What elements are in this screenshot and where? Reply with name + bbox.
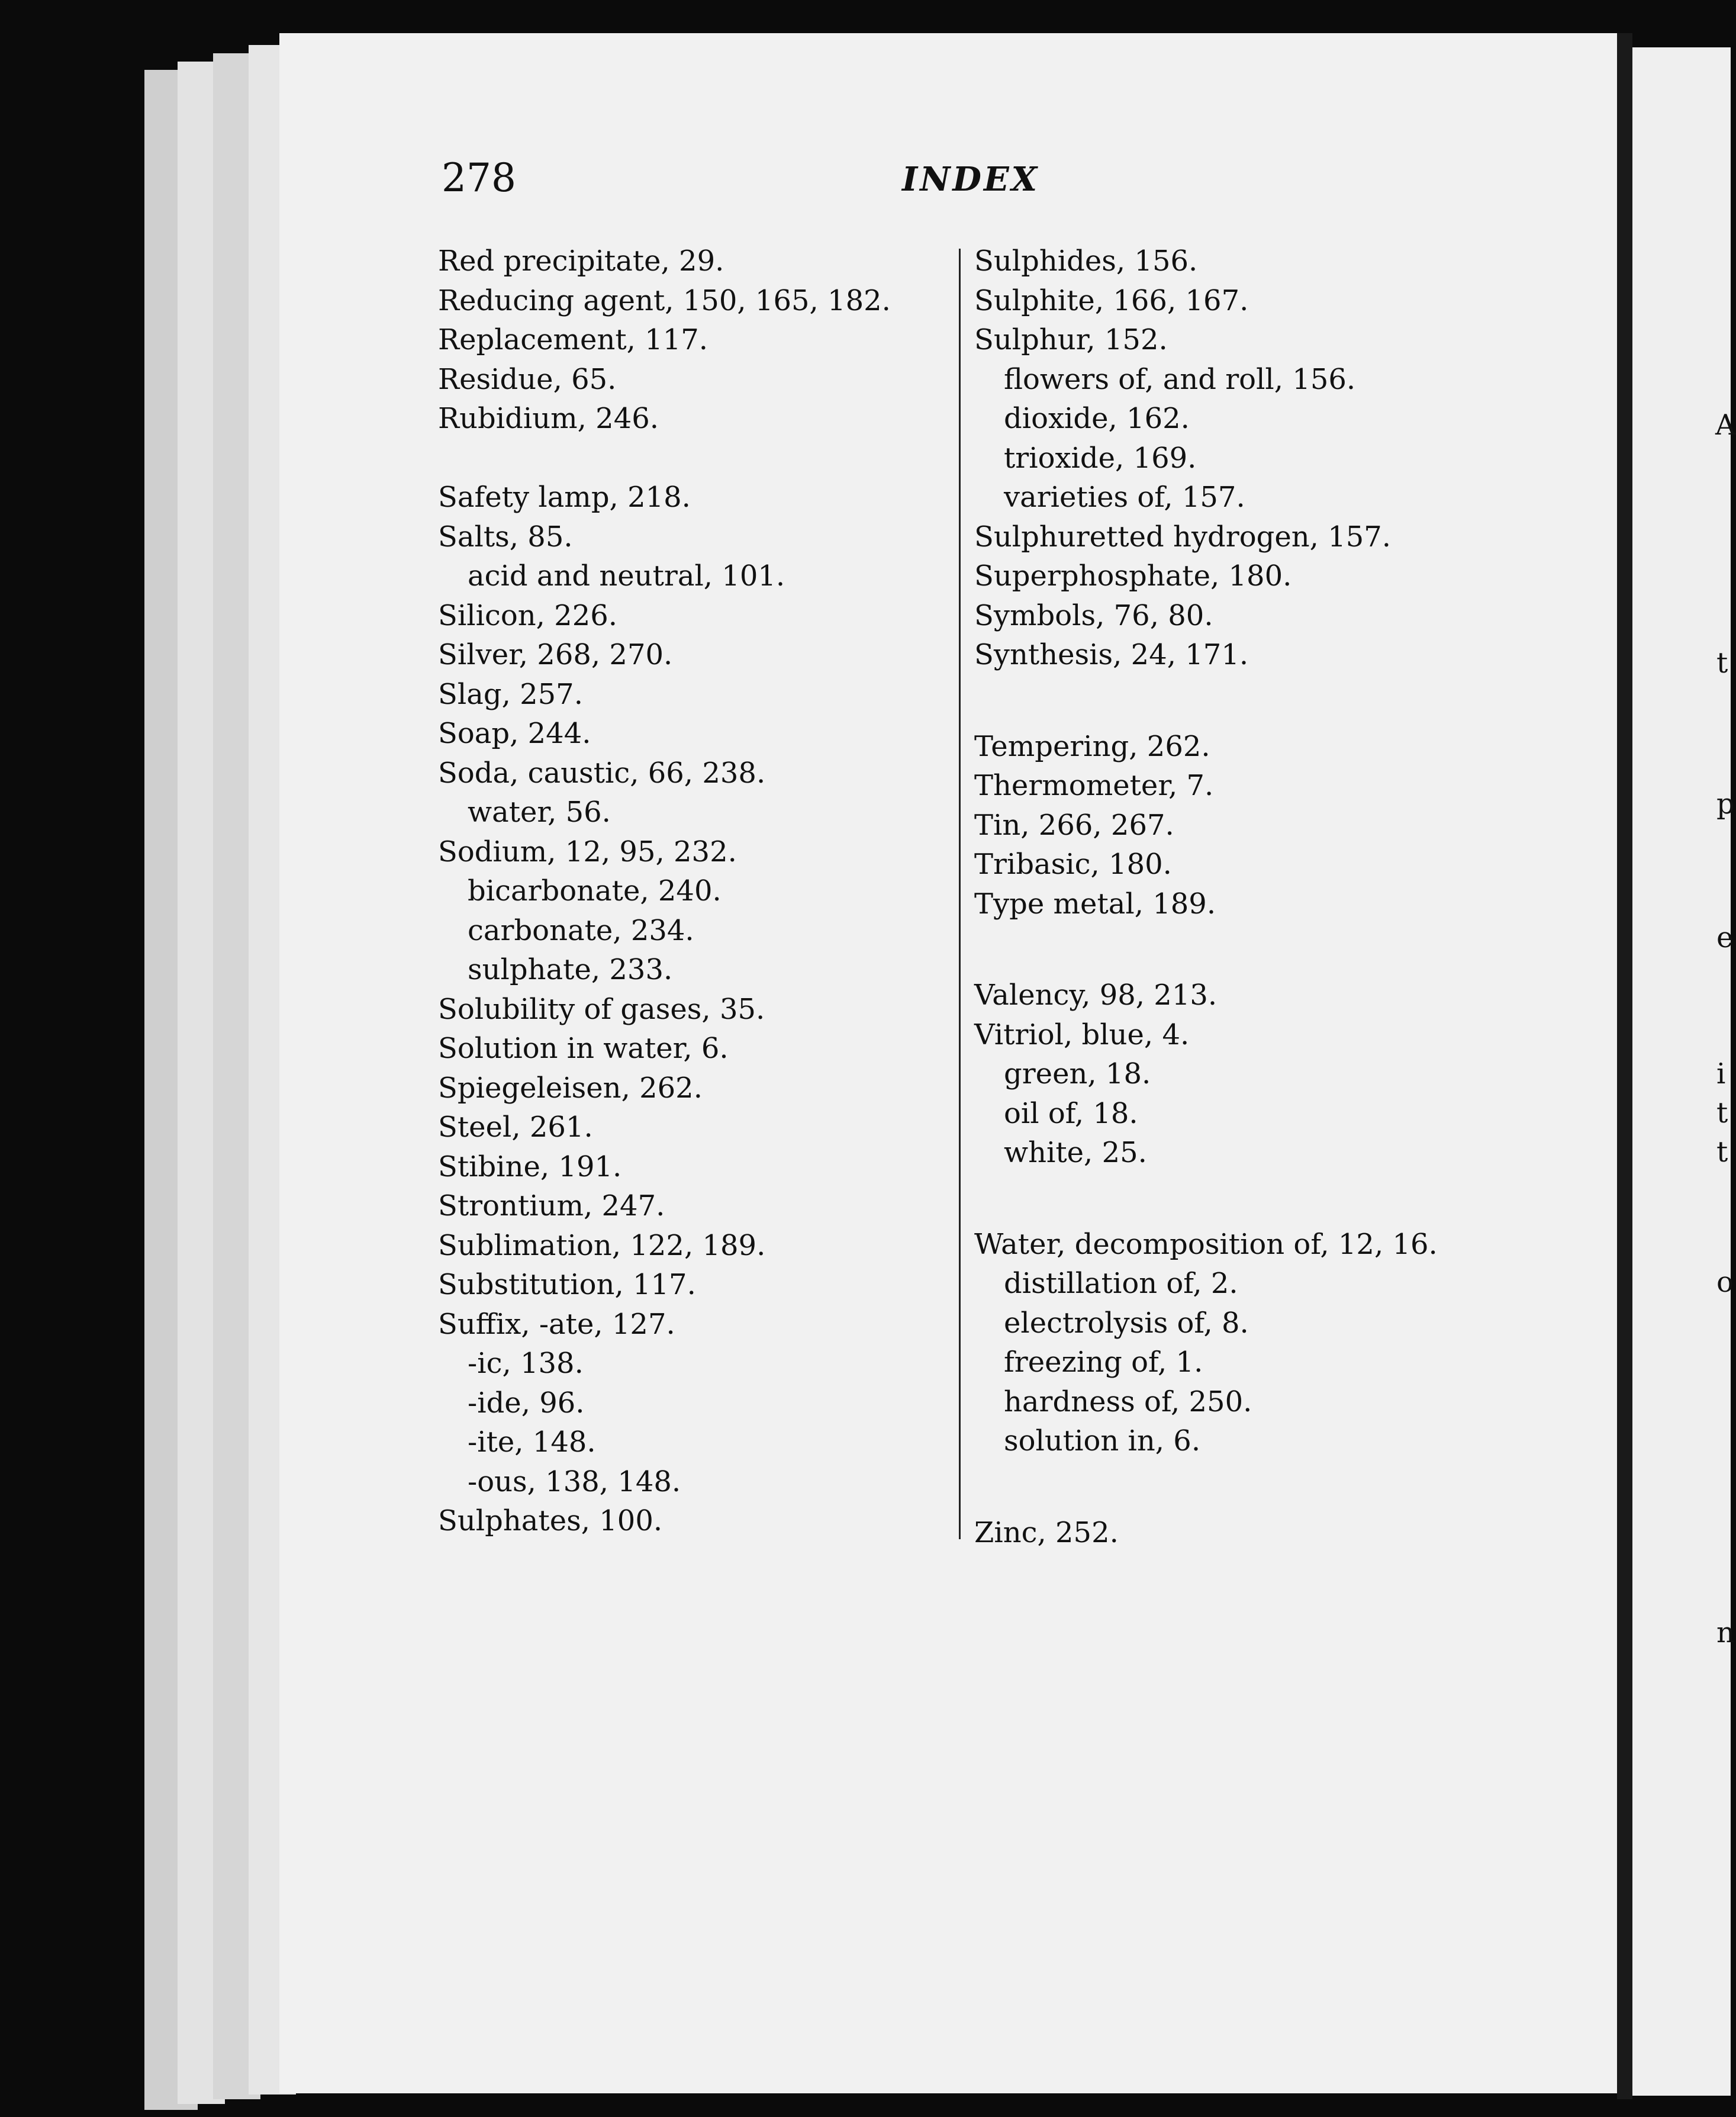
index-subentry: -ous, 138, 148.	[468, 1465, 681, 1498]
index-subentry: dioxide, 162.	[1004, 402, 1190, 435]
facing-page-fragment: p	[1716, 787, 1735, 821]
facing-page-fragment: i	[1716, 1057, 1726, 1090]
index-entry: Sodium, 12, 95, 232.	[438, 835, 737, 868]
section-gap	[974, 1173, 1507, 1225]
book-gutter	[1617, 33, 1632, 2099]
index-entry: Suffix, -ate, 127.	[438, 1307, 675, 1341]
index-entry: Strontium, 247.	[438, 1189, 665, 1222]
section-gap	[974, 1461, 1507, 1513]
index-entry: Tin, 266, 267.	[974, 808, 1174, 842]
section-gap	[438, 439, 935, 478]
index-subentry: -ide, 96.	[468, 1386, 585, 1420]
index-subentry: flowers of, and roll, 156.	[1004, 362, 1356, 396]
index-entry: Sulphur, 152.	[974, 323, 1168, 356]
index-entry: Tempering, 262.	[974, 729, 1210, 763]
index-entry: Solution in water, 6.	[438, 1032, 729, 1065]
column-divider	[959, 249, 961, 1539]
index-entry: Reducing agent, 150, 165, 182.	[438, 284, 891, 317]
index-subentry: -ic, 138.	[468, 1347, 584, 1380]
index-entry: Soda, caustic, 66, 238.	[438, 756, 766, 790]
index-entry: Red precipitate, 29.	[438, 244, 724, 278]
index-subentry: carbonate, 234.	[468, 913, 694, 947]
index-entry: Solubility of gases, 35.	[438, 992, 765, 1026]
index-entry: Synthesis, 24, 171.	[974, 638, 1249, 671]
index-column-right	[974, 242, 1507, 1552]
index-entry: Sublimation, 122, 189.	[438, 1228, 766, 1262]
index-entry: Steel, 261.	[438, 1111, 593, 1144]
index-entry: Sulphates, 100.	[438, 1504, 663, 1537]
index-subentry: freezing of, 1.	[1004, 1346, 1203, 1379]
index-subentry: varieties of, 157.	[1004, 481, 1245, 514]
index-entry: Residue, 65.	[438, 362, 617, 396]
facing-page-fragment: A	[1715, 408, 1736, 442]
index-subentry: green, 18.	[1004, 1057, 1151, 1090]
page-number: 278	[442, 155, 516, 201]
index-entry: Tribasic, 180.	[974, 848, 1172, 881]
facing-page-fragment: t	[1716, 1096, 1728, 1130]
index-subentry: electrolysis of, 8.	[1004, 1306, 1249, 1340]
index-subentry: white, 25.	[1004, 1136, 1147, 1169]
index-entry: Replacement, 117.	[438, 323, 708, 356]
page-title: INDEX	[902, 160, 1040, 199]
index-entry: Valency, 98, 213.	[974, 979, 1218, 1012]
facing-page-fragment: t	[1716, 1135, 1728, 1169]
index-entry: Sulphuretted hydrogen, 157.	[974, 520, 1392, 554]
index-entry: Substitution, 117.	[438, 1268, 696, 1301]
facing-page-fragment: n	[1716, 1616, 1735, 1649]
index-entry: Sulphides, 156.	[974, 244, 1198, 278]
index-subentry: -ite, 148.	[468, 1426, 596, 1459]
index-entry: Salts, 85.	[438, 520, 573, 554]
index-entry: Slag, 257.	[438, 677, 583, 711]
index-subentry: water, 56.	[468, 796, 611, 829]
facing-page-fragment: t	[1716, 646, 1728, 680]
index-subentry: solution in, 6.	[1004, 1424, 1201, 1458]
index-entry: Water, decomposition of, 12, 16.	[974, 1227, 1438, 1261]
index-entry: Spiegeleisen, 262.	[438, 1071, 703, 1105]
section-gap	[974, 924, 1507, 976]
section-gap	[974, 675, 1507, 727]
index-entry: Sulphite, 166, 167.	[974, 284, 1249, 317]
index-subentry: distillation of, 2.	[1004, 1267, 1238, 1300]
index-subentry: hardness of, 250.	[1004, 1385, 1252, 1418]
index-entry: Stibine, 191.	[438, 1150, 622, 1183]
facing-page-fragment: o	[1716, 1266, 1734, 1299]
index-entry: Safety lamp, 218.	[438, 481, 691, 514]
index-entry: Rubidium, 246.	[438, 402, 659, 435]
index-subentry: oil of, 18.	[1004, 1096, 1138, 1130]
facing-page-fragment: e	[1716, 921, 1734, 954]
index-entry: Soap, 244.	[438, 717, 591, 750]
index-subentry: sulphate, 233.	[468, 953, 673, 986]
index-column-left	[438, 242, 935, 1541]
index-entry: Silicon, 226.	[438, 599, 618, 632]
index-entry: Zinc, 252.	[974, 1516, 1119, 1549]
index-entry: Silver, 268, 270.	[438, 638, 673, 671]
index-entry: Symbols, 76, 80.	[974, 599, 1213, 632]
index-entry: Type metal, 189.	[974, 887, 1216, 921]
index-subentry: acid and neutral, 101.	[468, 559, 785, 593]
index-entry: Superphosphate, 180.	[974, 559, 1292, 593]
index-subentry: trioxide, 169.	[1004, 441, 1197, 475]
index-entry: Vitriol, blue, 4.	[974, 1018, 1190, 1051]
index-entry: Thermometer, 7.	[974, 769, 1214, 802]
index-subentry: bicarbonate, 240.	[468, 874, 722, 908]
